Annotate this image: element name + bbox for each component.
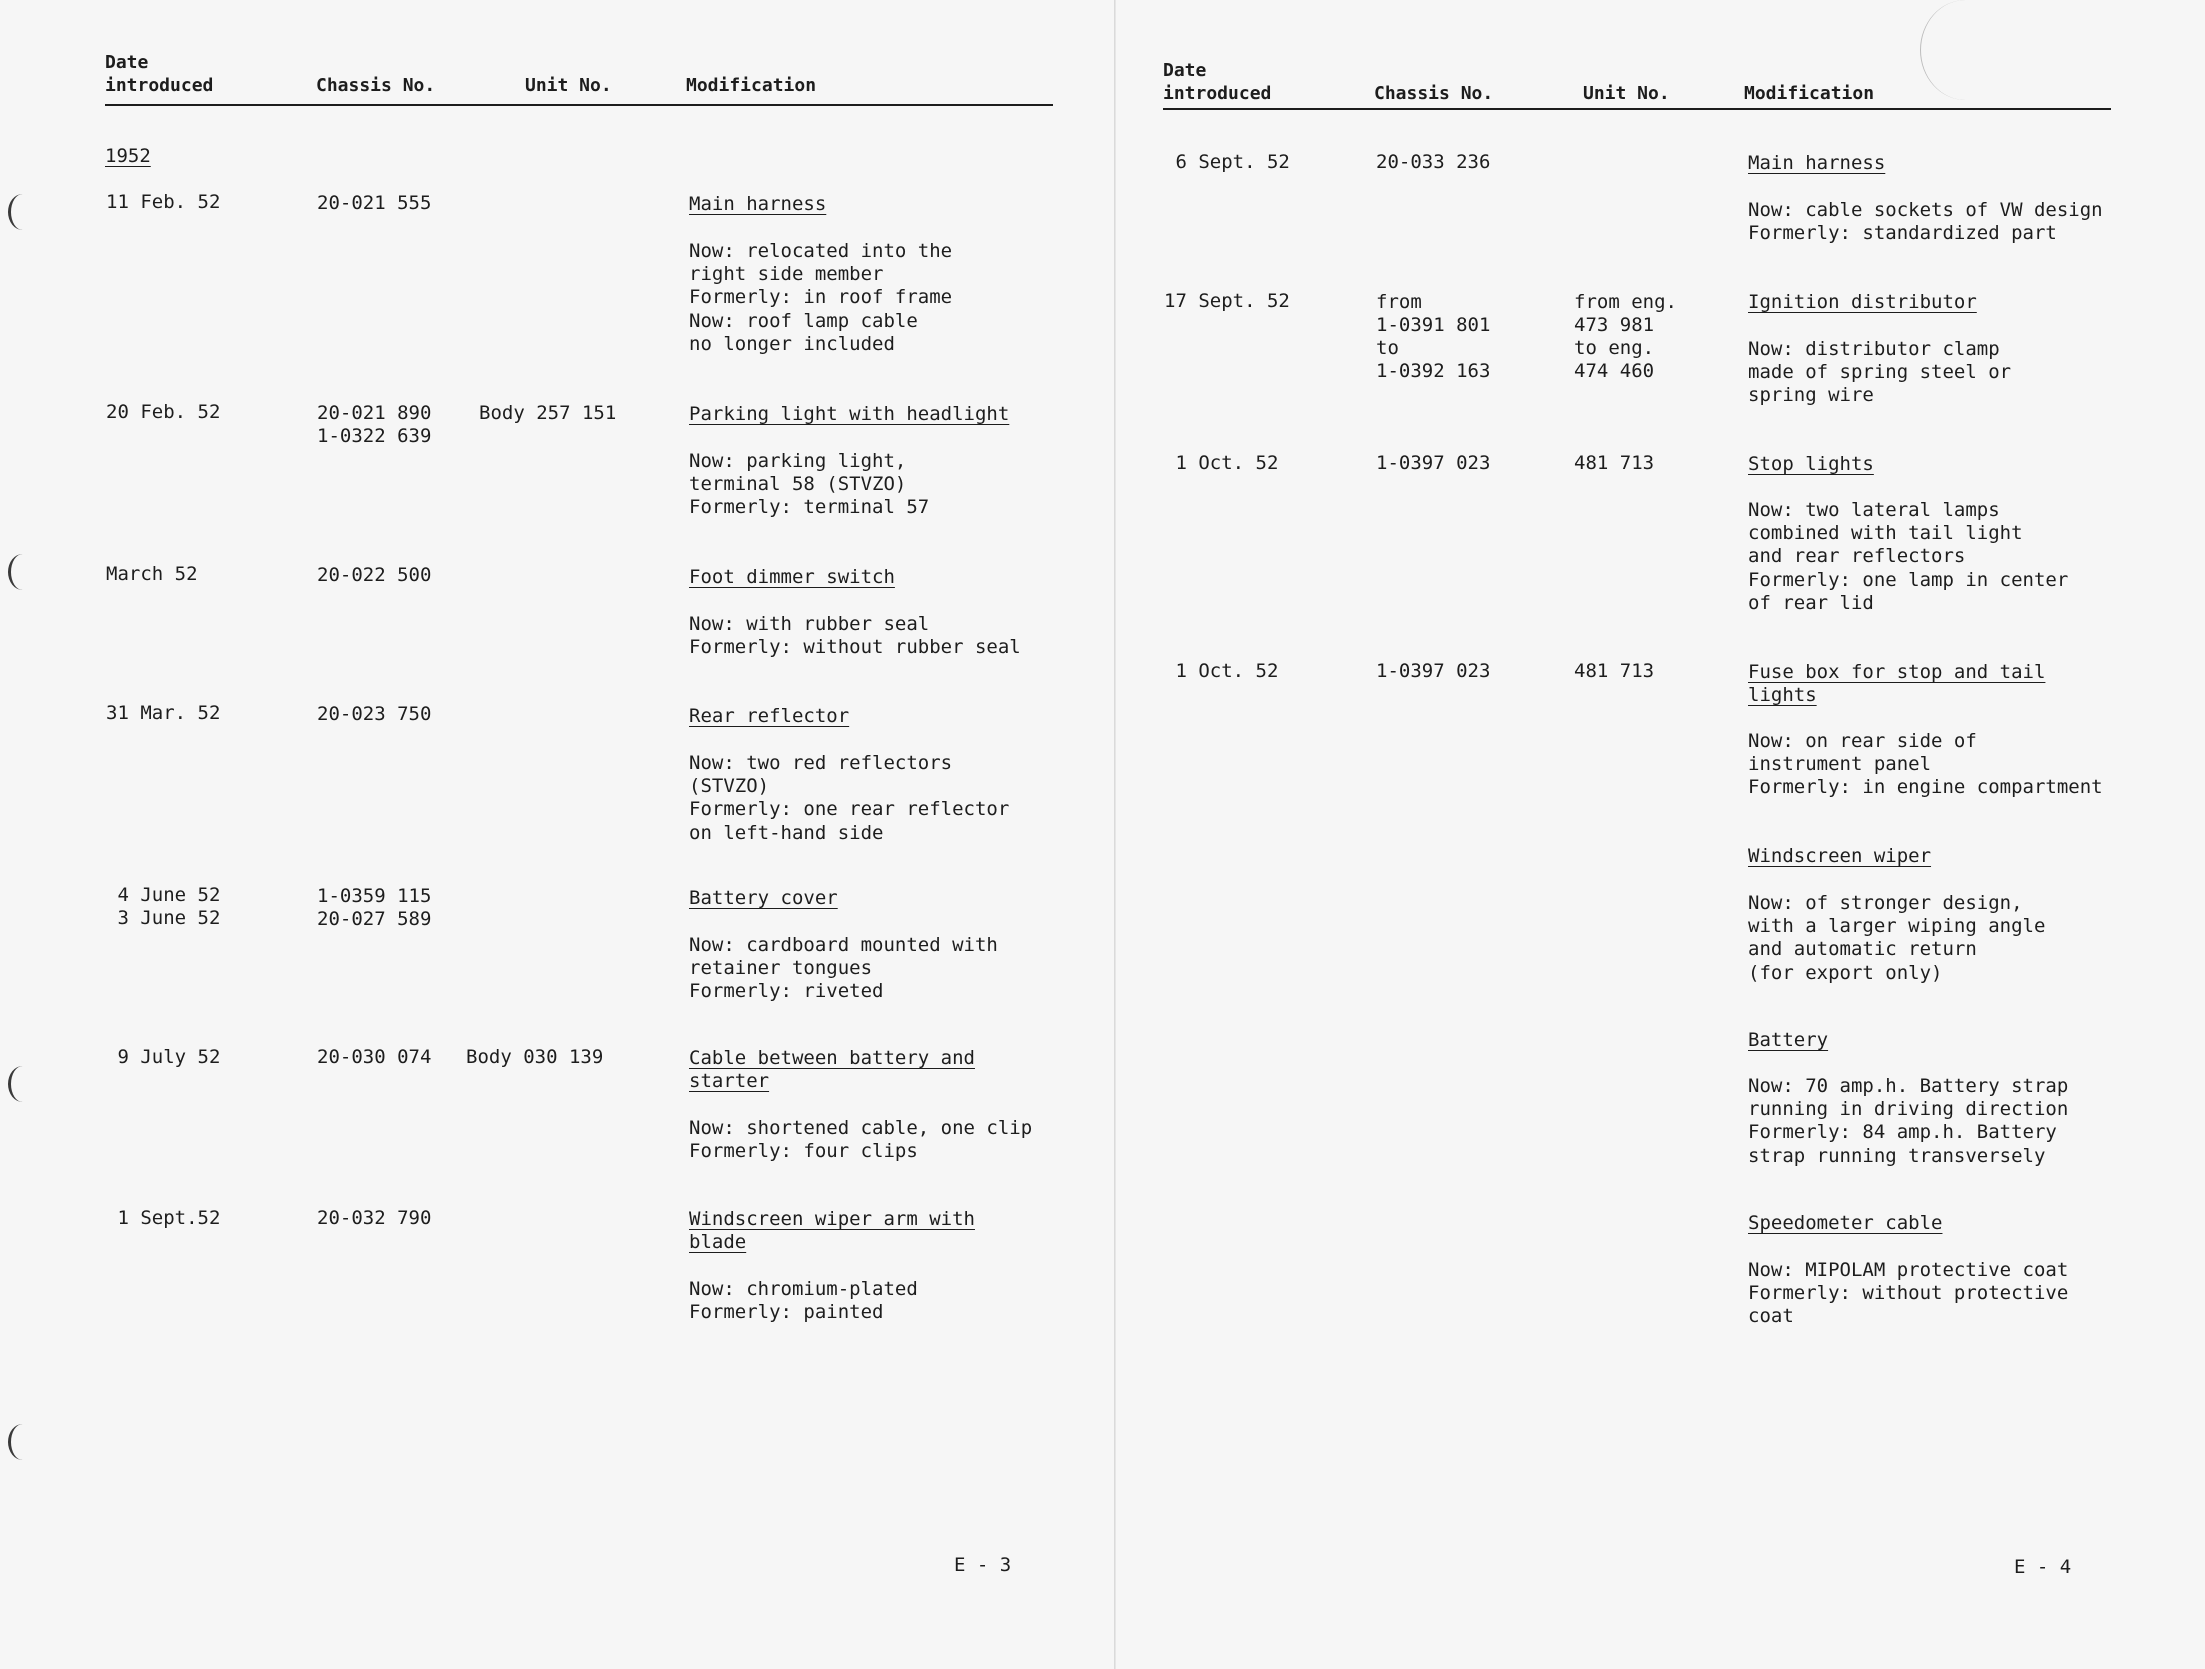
entry-title: Main harness (689, 193, 827, 215)
header-date: Date introduced (1163, 60, 1272, 104)
entry-description: Now: shortened cable, one clip Formerly: four clips (689, 1117, 1033, 1163)
entry-description: Now: distributor clamp made of spring steel or spring wire (1748, 338, 2012, 407)
entry-title: Speedometer cable (1748, 1212, 1943, 1234)
entry-unit: Body 030 139 (466, 1046, 604, 1068)
entry-description: Now: relocated into the right side member Formerly: in roof frame Now: roof lamp cable no longer included (689, 240, 953, 355)
entry-title: Foot dimmer switch (689, 566, 895, 588)
right-page (1114, 0, 2205, 1669)
entry-title: Rear reflector (689, 705, 850, 727)
entry-date: 4 June 52 3 June 52 (117, 884, 221, 929)
header-chassis: Chassis No. (1374, 83, 1494, 104)
entry-date: 1 Oct. 52 (1164, 452, 1279, 474)
header-rule (105, 104, 1053, 106)
entry-date: 11 Feb. 52 (106, 191, 221, 213)
entry-description: Now: MIPOLAM protective coat Formerly: without protective coat (1748, 1259, 2069, 1328)
entry-title: Stop lights (1748, 453, 1874, 475)
entry-title: Windscreen wiper (1748, 845, 1932, 867)
entry-date: 31 Mar. 52 (106, 702, 221, 724)
entry-chassis: 20-030 074 (317, 1046, 432, 1068)
entry-description: Now: chromium-plated Formerly: painted (689, 1278, 918, 1324)
entry-chassis: 20-033 236 (1376, 151, 1491, 173)
entry-description: Now: two lateral lamps combined with tail light and rear reflectors Formerly: one lamp in center of rear lid (1748, 499, 2069, 614)
entry-date: 17 Sept. 52 (1164, 290, 1290, 312)
entry-description: Now: two red reflectors (STVZO) Formerly: one rear reflector on left-hand side (689, 752, 1010, 844)
entry-chassis: 1-0359 115 20-027 589 (317, 885, 432, 930)
entry-title: Cable between battery and starter (689, 1047, 975, 1092)
entry-description: Now: of stronger design, with a larger wiping angle and automatic return (for export only) (1748, 892, 2046, 984)
entry-title: Windscreen wiper arm with blade (689, 1208, 975, 1253)
entry-unit: 481 713 (1574, 452, 1655, 474)
entry-description: Now: on rear side of instrument panel Formerly: in engine compartment (1748, 730, 2103, 799)
entry-chassis: 20-021 890 1-0322 639 (317, 402, 432, 447)
entry-date: 9 July 52 (106, 1046, 221, 1068)
entry-description: Now: 70 amp.h. Battery strap running in driving direction Formerly: 84 amp.h. Battery strap running transversely (1748, 1075, 2069, 1167)
entry-description: Now: cardboard mounted with retainer tongues Formerly: riveted (689, 934, 998, 1003)
entry-chassis: 1-0397 023 (1376, 452, 1491, 474)
header-unit: Unit No. (1583, 83, 1670, 104)
entry-description: Now: with rubber seal Formerly: without rubber seal (689, 613, 1021, 659)
entry-unit: from eng. 473 981 to eng. 474 460 (1574, 291, 1677, 382)
entry-date: 1 Sept.52 (106, 1207, 221, 1229)
entry-chassis: 1-0397 023 (1376, 660, 1491, 682)
entry-unit: Body 257 151 (479, 402, 617, 424)
entry-chassis: 20-032 790 (317, 1207, 432, 1229)
entry-chassis: 20-022 500 (317, 564, 432, 586)
entry-date: 6 Sept. 52 (1164, 151, 1290, 173)
entry-date: March 52 (106, 563, 198, 585)
page-number: E - 3 (954, 1554, 1012, 1576)
header-modification: Modification (1744, 83, 1875, 104)
entry-date: 1 Oct. 52 (1164, 660, 1279, 682)
entry-chassis: 20-023 750 (317, 703, 432, 725)
header-modification: Modification (686, 75, 817, 96)
entry-date: 20 Feb. 52 (106, 401, 221, 423)
year-heading: 1952 (105, 145, 151, 167)
entry-unit: 481 713 (1574, 660, 1655, 682)
page-number: E - 4 (2014, 1556, 2072, 1578)
entry-title: Fuse box for stop and tail lights (1748, 661, 2046, 706)
header-date: Date introduced (105, 52, 214, 96)
entry-chassis: from 1-0391 801 to 1-0392 163 (1376, 291, 1491, 382)
entry-title: Parking light with headlight (689, 403, 1010, 425)
entry-description: Now: parking light, terminal 58 (STVZO) Formerly: terminal 57 (689, 450, 930, 519)
entry-chassis: 20-021 555 (317, 192, 432, 214)
entry-title: Battery (1748, 1029, 1829, 1051)
header-chassis: Chassis No. (316, 75, 436, 96)
header-unit: Unit No. (525, 75, 612, 96)
entry-description: Now: cable sockets of VW design Formerly: standardized part (1748, 199, 2103, 245)
entry-title: Battery cover (689, 887, 838, 909)
entry-title: Main harness (1748, 152, 1886, 174)
header-rule (1163, 108, 2111, 110)
entry-title: Ignition distributor (1748, 291, 1977, 313)
